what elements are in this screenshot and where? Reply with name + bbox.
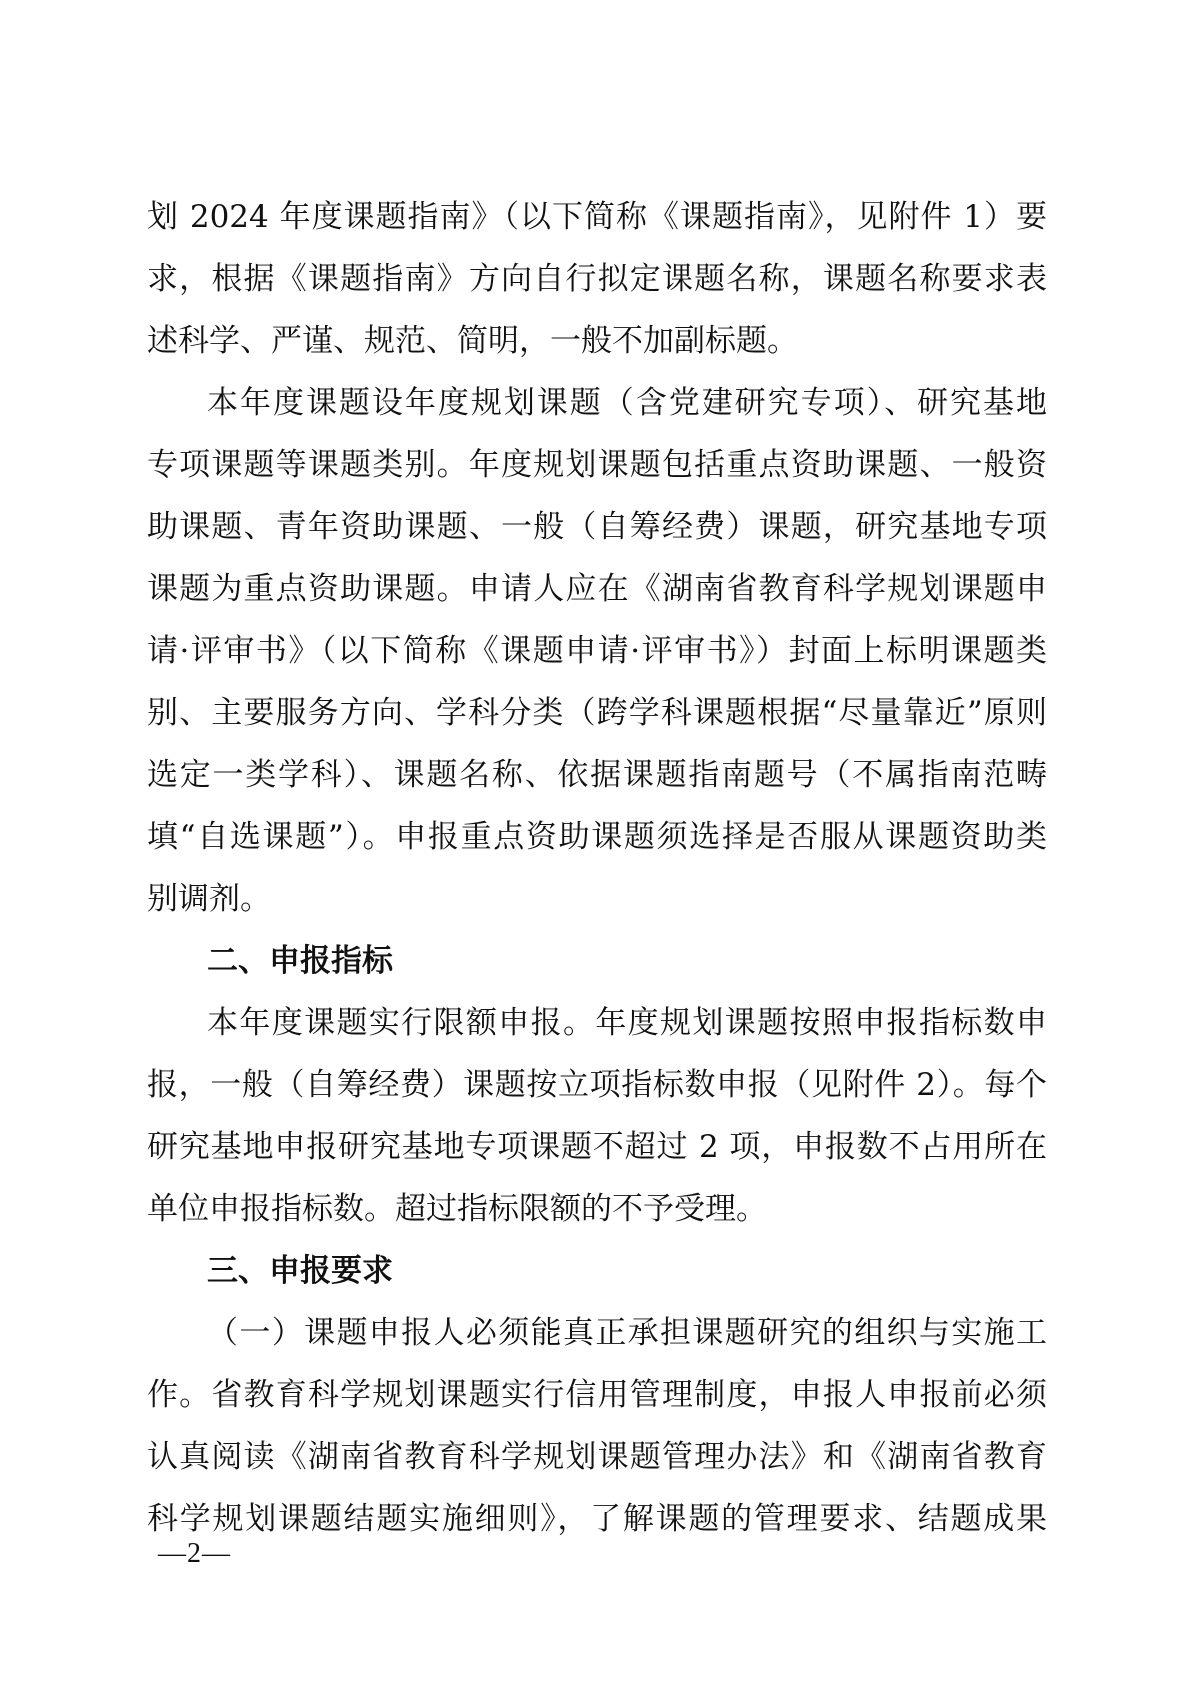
text-line: 课题为重点资助课题。申请人应在《湖南省教育科学规划课题申	[147, 571, 1047, 607]
text-line: 本年度课题设年度规划课题（含党建研究专项）、研究基地	[207, 385, 1047, 421]
text-line: 请·评审书》（以下简称《课题申请·评审书》）封面上标明课题类	[147, 633, 1047, 669]
text-line: 科学规划课题结题实施细则》，了解课题的管理要求、结题成果	[147, 1501, 1047, 1537]
text-line: 选定一类学科）、课题名称、依据课题指南题号（不属指南范畴	[147, 757, 1047, 793]
text-line: 认真阅读《湖南省教育科学规划课题管理办法》和《湖南省教育	[147, 1439, 1047, 1475]
text-line: 别、主要服务方向、学科分类（跨学科课题根据“尽量靠近”原则	[147, 695, 1047, 731]
section-heading: 三、申报要求	[207, 1253, 393, 1289]
section-heading: 二、申报指标	[207, 943, 393, 979]
text-line: 单位申报指标数。超过指标限额的不予受理。	[147, 1191, 767, 1227]
text-line: 求，根据《课题指南》方向自行拟定课题名称，课题名称要求表	[147, 261, 1047, 297]
text-line: （一）课题申报人必须能真正承担课题研究的组织与实施工	[207, 1315, 1047, 1351]
text-line: 填“自选课题”）。申报重点资助课题须选择是否服从课题资助类	[147, 819, 1047, 855]
text-line: 作。省教育科学规划课题实行信用管理制度，申报人申报前必须	[147, 1377, 1047, 1413]
document-body	[147, 186, 1047, 1550]
text-line: 划 2024 年度课题指南》（以下简称《课题指南》，见附件 1）要	[147, 199, 1047, 235]
page-number: —2—	[158, 1538, 231, 1569]
text-line: 本年度课题实行限额申报。年度规划课题按照申报指标数申	[207, 1005, 1047, 1041]
text-line: 述科学、严谨、规范、简明，一般不加副标题。	[147, 323, 798, 359]
text-line: 助课题、青年资助课题、一般（自筹经费）课题，研究基地专项	[147, 509, 1047, 545]
text-line: 别调剂。	[147, 881, 271, 917]
text-line: 报，一般（自筹经费）课题按立项指标数申报（见附件 2）。每个	[147, 1067, 1047, 1103]
text-line: 专项课题等课题类别。年度规划课题包括重点资助课题、一般资	[147, 447, 1047, 483]
text-line: 研究基地申报研究基地专项课题不超过 2 项，申报数不占用所在	[147, 1129, 1047, 1165]
